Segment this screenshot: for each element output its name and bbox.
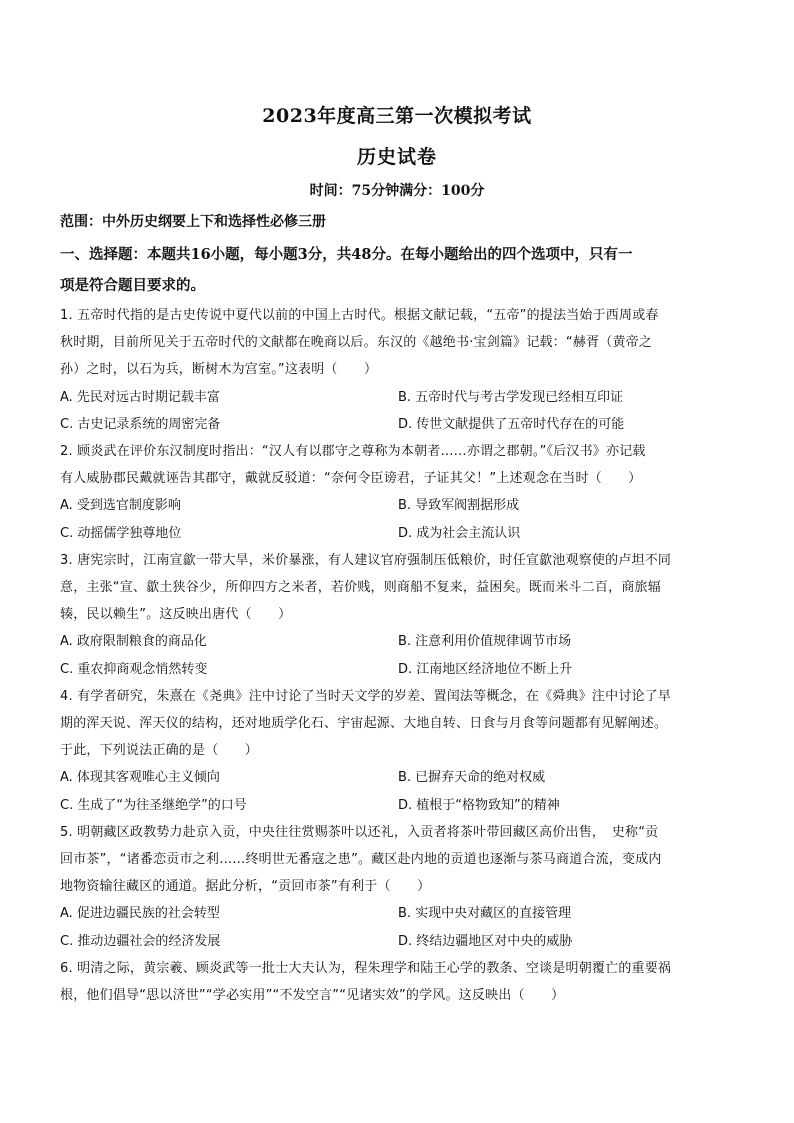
option-d[interactable]: D. 成为社会主流认识 (398, 525, 521, 541)
option-a[interactable]: A. 促进边疆民族的社会转型 (60, 906, 220, 922)
question-stem: 有人威胁郡民戴就诬告其郡守，戴就反驳道：“奈何令臣谤君，子证其父！”上述观念在当时（ ） (60, 471, 642, 487)
question-stem: 根，他们倡导“思以济世”“学必实用”“不发空言”“见诸实效”的学风。这反映出（ ） (60, 988, 565, 1004)
option-a[interactable]: A. 受到选官制度影响 (60, 498, 181, 514)
option-a[interactable]: A. 先民对远古时期记载丰富 (60, 389, 220, 405)
option-c[interactable]: C. 推动边疆社会的经济发展 (60, 933, 221, 949)
exam-scope: 范围：中外历史纲要上下和选择性必修三册 (60, 214, 326, 230)
question-stem: 回市茶”，“诸番恋贡市之利……终明世无番寇之患”。藏区赴内地的贡道也逐渐与茶马商道合流，变成内 (60, 852, 662, 868)
question-stem: 孙）之时，以石为兵，断树木为宫室。”这表明（ ） (60, 362, 378, 378)
option-grid (60, 384, 740, 438)
option-grid (60, 764, 740, 818)
question-list (60, 302, 740, 1009)
option-grid (60, 900, 740, 954)
option-a[interactable]: A. 体现其客观唯心主义倾向 (60, 770, 220, 786)
question-3 (60, 547, 740, 683)
question-6 (60, 955, 740, 1009)
option-grid (60, 628, 740, 682)
option-c[interactable]: C. 动摇儒学独尊地位 (60, 525, 182, 541)
option-d[interactable]: D. 传世文献提供了五帝时代存在的可能 (398, 416, 625, 432)
question-2 (60, 438, 740, 547)
section-heading (60, 239, 740, 301)
exam-subtitle: 历史试卷 (356, 146, 437, 168)
question-stem: 5. 明朝藏区政教势力赴京入贡，中央往往赏赐茶叶以还礼，入贡者将茶叶带回藏区高价出售， 史称“贡 (60, 824, 659, 840)
question-stem: 秋时期，目前所见关于五帝时代的文献都在晚商以后。东汉的《越绝书·宝剑篇》记载：“赫胥（黄帝之 (60, 335, 653, 351)
question-1 (60, 302, 740, 438)
exam-meta: 时间：75分钟满分：100分 (309, 183, 485, 199)
option-b[interactable]: B. 注意利用价值规律调节市场 (398, 634, 572, 650)
option-b[interactable]: B. 五帝时代与考古学发现已经相互印证 (398, 389, 624, 405)
option-d[interactable]: D. 植根于“格物致知”的精神 (398, 797, 560, 813)
question-stem: 于此，下列说法正确的是（ ） (60, 743, 259, 759)
question-4 (60, 683, 740, 819)
section-line: 一、选择题：本题共16小题，每小题3分，共48分。在每小题给出的四个选项中，只有一 (60, 246, 633, 263)
option-a[interactable]: A. 政府限制粮食的商品化 (60, 634, 207, 650)
option-b[interactable]: B. 导致军阀割据形成 (398, 498, 520, 514)
option-d[interactable]: D. 江南地区经济地位不断上升 (398, 661, 573, 677)
section-line: 项是符合题目要求的。 (60, 277, 205, 294)
option-b[interactable]: B. 实现中央对藏区的直接管理 (398, 906, 572, 922)
question-stem: 3. 唐宪宗时，江南宣歙一带大旱，米价暴涨，有人建议官府强制压低粮价，时任宣歙池观察使的卢坦不同 (60, 552, 672, 568)
exam-title: 2023年度高三第一次模拟考试 (262, 105, 532, 127)
question-5 (60, 819, 740, 955)
option-d[interactable]: D. 终结边疆地区对中央的威胁 (398, 933, 573, 949)
option-b[interactable]: B. 已摒弃天命的绝对权威 (398, 770, 546, 786)
question-stem: 2. 顾炎武在评价东汉制度时指出：“汉人有以郡守之尊称为本朝者……亦谓之郡朝。”《后汉书》亦记载 (60, 444, 646, 460)
option-c[interactable]: C. 重农抑商观念悄然转变 (60, 661, 208, 677)
question-stem: 辏，民以赖生”。这反映出唐代（ ） (60, 607, 292, 623)
question-stem: 6. 明清之际，黄宗羲、顾炎武等一批士大夫认为，程朱理学和陆王心学的教条、空谈是明朝覆亡的重要祸 (60, 960, 672, 976)
option-c[interactable]: C. 生成了“为往圣继绝学”的口号 (60, 797, 247, 813)
question-stem: 地物资输往藏区的通道。据此分析，“贡回市茶”有利于（ ） (60, 879, 431, 895)
option-grid (60, 492, 740, 546)
question-stem: 1. 五帝时代指的是古史传说中夏代以前的中国上古时代。根据文献记载，“五帝”的提法当始于西周或春 (60, 308, 659, 323)
option-c[interactable]: C. 古史记录系统的周密完备 (60, 416, 221, 432)
question-stem: 4. 有学者研究，朱熹在《尧典》注中讨论了当时天文学的岁差、置闰法等概念，在《舜典》注中讨论了早 (60, 688, 672, 704)
question-stem: 期的浑天说、浑天仪的结构，还对地质学化石、宇宙起源、大地自转、日食与月食等问题都有见解阐述。 (60, 716, 668, 732)
question-stem: 意，主张“宣、歙土狭谷少，所仰四方之米者，若价贱，则商船不复来，益困矣。既而米斗二百，商旅辐 (60, 580, 661, 596)
